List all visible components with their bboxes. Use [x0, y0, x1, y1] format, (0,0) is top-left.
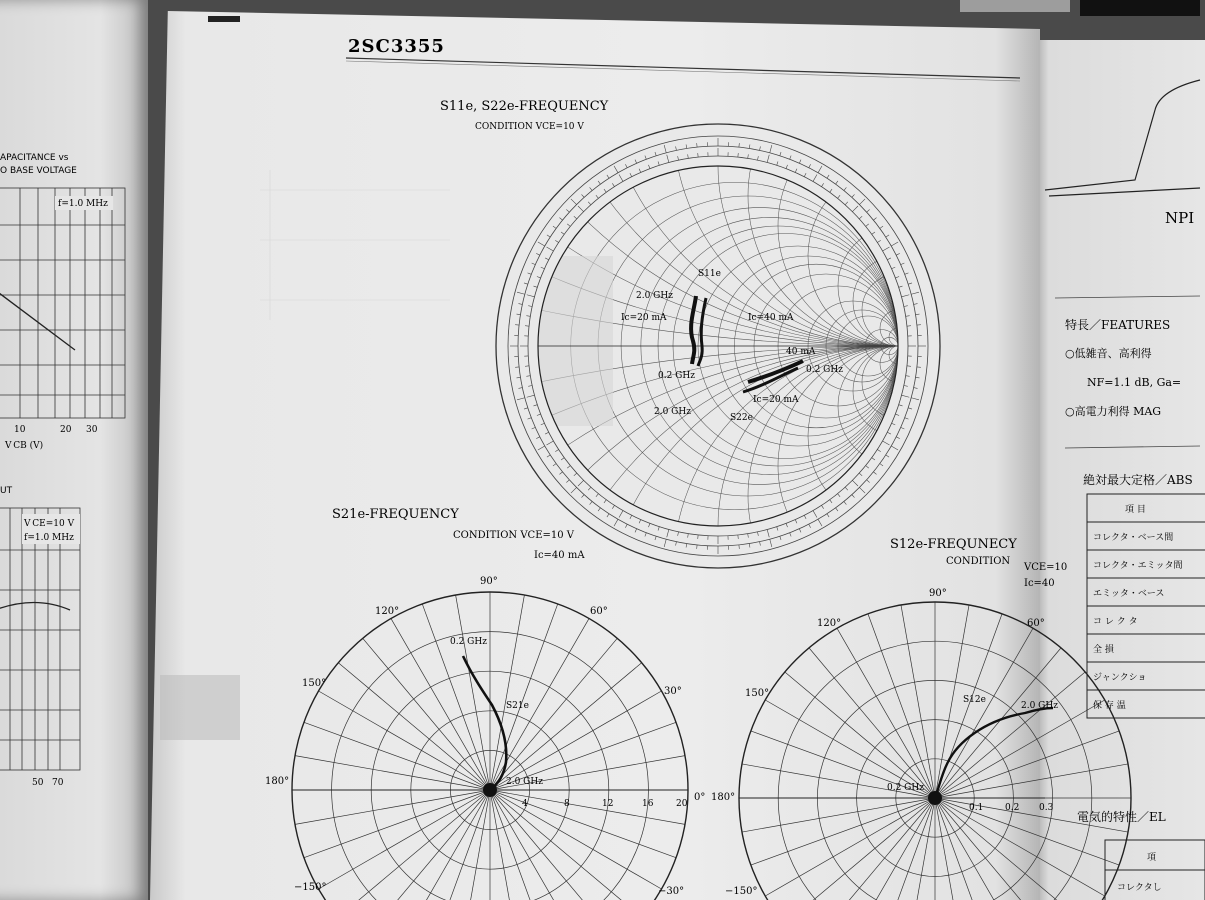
s21-angle-150: 150°: [302, 678, 327, 689]
left-chart1-xlabel: V CB (V): [5, 441, 44, 451]
s12-label-2ghz: 2.0 GHz: [1021, 701, 1058, 711]
s21-tick-12: 12: [602, 799, 614, 809]
feature-2: ○高電力利得 MAG: [1065, 405, 1162, 418]
s21-title: S21e-FREQUENCY: [332, 507, 459, 522]
s12-tick-02: 0.2: [1005, 803, 1020, 813]
s21-condition1: CONDITION VCE=10 V: [453, 530, 574, 541]
s21-label-2ghz: 2.0 GHz: [506, 777, 543, 787]
s12-condition2: VCE=10: [1024, 562, 1068, 573]
s21-trace: [463, 656, 506, 790]
s12-label-02ghz: 0.2 GHz: [887, 783, 924, 793]
gray-smudge: [160, 675, 240, 740]
elec-table-header: 項: [1147, 853, 1157, 863]
left-chart1-grid: [0, 188, 125, 418]
s21-label-02ghz: 0.2 GHz: [450, 637, 487, 647]
device-type-header: NPI: [1165, 209, 1195, 227]
s21-angle-neg30: −30°: [658, 886, 685, 897]
left-chart1-condition: f=1.0 MHz: [58, 199, 108, 209]
smith-label-s11-2ghz: 2.0 GHz: [636, 291, 673, 301]
abs-row-7: 保 存 温: [1093, 701, 1126, 711]
abs-ratings-title: 絶対最大定格／ABS: [1083, 473, 1193, 487]
left-chart1-title-line2: O BASE VOLTAGE: [0, 166, 77, 176]
s21-condition2: Ic=40 mA: [534, 550, 585, 561]
abs-row-3: エミッタ・ベース: [1093, 589, 1165, 599]
s12-angle-90: 90°: [929, 588, 947, 599]
abs-table-header: 項 目: [1125, 505, 1146, 515]
s21-angle-0: 0°: [694, 792, 706, 803]
s21-angle-30: 30°: [664, 686, 682, 697]
elec-char-title: 電気的特性／EL: [1077, 810, 1166, 824]
abs-row-6: ジャンクショ: [1093, 673, 1147, 683]
smith-title: S11e, S22e-FREQUENCY: [440, 99, 609, 114]
s21-tick-16: 16: [642, 799, 654, 809]
feature-1: ○低雑音、高利得: [1065, 347, 1152, 360]
smith-label-s11-02ghz: 0.2 GHz: [658, 371, 695, 381]
left-chart2-xtick-70: 70: [52, 778, 64, 788]
smith-label-s22-2ghz: 2.0 GHz: [654, 407, 691, 417]
feature-1-detail: NF=1.1 dB, Ga=: [1087, 376, 1182, 389]
left-chart1-xtick-10: 10: [14, 425, 26, 435]
left-chart2-title: UT: [0, 486, 13, 496]
book-edge-dark-strip: [1080, 0, 1200, 16]
smith-label-ic40a: Ic=40 mA: [748, 313, 794, 323]
s21-tick-8: 8: [564, 799, 570, 809]
left-chart2-cond2: f=1.0 MHz: [24, 533, 74, 543]
s21-angle-neg150: −150°: [294, 882, 327, 893]
left-chart2-grid: [0, 508, 80, 770]
elec-row-1: コレクタし: [1117, 883, 1162, 893]
s21-angle-90: 90°: [480, 576, 498, 587]
s21-angle-120: 120°: [375, 606, 400, 617]
smith-label-s22-02ghz: 0.2 GHz: [806, 365, 843, 375]
s12-angle-60: 60°: [1027, 618, 1045, 629]
s21-angle-180: 180°: [265, 776, 290, 787]
left-chart2-cond1: V CE=10 V: [24, 519, 75, 529]
s21-tick-20: 20: [676, 799, 688, 809]
s12-angle-180: 180°: [711, 792, 736, 803]
right-page-content: [1035, 40, 1200, 900]
left-chart1-curve: [0, 290, 75, 350]
smith-label-s11: S11e: [698, 269, 721, 279]
s12-angle-150: 150°: [745, 688, 770, 699]
smith-condition: CONDITION VCE=10 V: [475, 122, 584, 132]
s12-angle-120: 120°: [817, 618, 842, 629]
s21-polar-chart: [265, 576, 705, 900]
features-title: 特長／FEATURES: [1065, 318, 1171, 332]
s21-label-trace: S21e: [506, 701, 529, 711]
smith-label-ic20b: Ic=20 mA: [753, 395, 799, 405]
abs-ratings-table: [1087, 494, 1205, 718]
s12-title: S12e-FREQUNECY: [890, 537, 1017, 552]
smith-label-40ma: 40 mA: [786, 347, 816, 357]
main-page-content: [150, 0, 1068, 900]
s12-condition3: Ic=40: [1024, 578, 1055, 589]
part-number: 2SC3355: [348, 36, 445, 57]
abs-row-1: コレクタ・ベース間: [1093, 533, 1174, 543]
s21-tick-4: 4: [522, 799, 528, 809]
s12-angle-neg150: −150°: [725, 886, 758, 897]
s12-label-trace: S12e: [963, 695, 986, 705]
header-frame: [1045, 80, 1200, 190]
abs-row-5: 全 損: [1093, 645, 1114, 655]
left-chart2-xtick-50: 50: [32, 778, 44, 788]
abs-row-2: コレクタ・エミッタ間: [1093, 561, 1183, 571]
header-rule: [346, 58, 1020, 78]
s21-angle-60: 60°: [590, 606, 608, 617]
smith-label-s22: S22e: [730, 413, 753, 423]
s12-tick-03: 0.3: [1039, 803, 1054, 813]
left-page-charts: [0, 140, 150, 840]
left-chart1-xtick-30: 30: [86, 425, 98, 435]
left-chart1-title-line1: APACITANCE vs: [0, 153, 69, 163]
s12-condition1: CONDITION: [946, 556, 1011, 567]
header-bar-mark: [208, 16, 240, 22]
left-chart1-xtick-20: 20: [60, 425, 72, 435]
abs-row-4: コ レ ク タ: [1093, 617, 1138, 627]
s12-tick-01: 0.1: [969, 803, 984, 813]
smith-label-ic20a: Ic=20 mA: [621, 313, 667, 323]
